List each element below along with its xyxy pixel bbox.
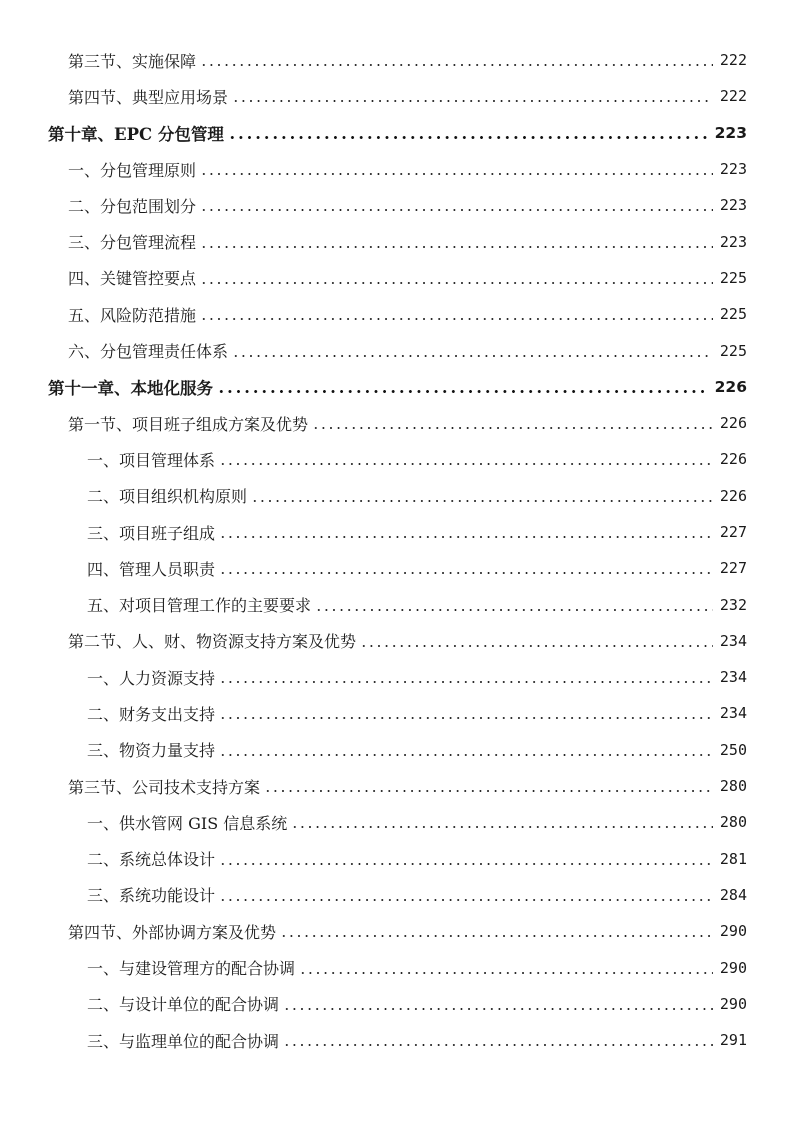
toc-entry-page-number: 223: [714, 123, 747, 142]
dot-leader: [264, 784, 713, 798]
toc-subsection-entry[interactable]: [0, 586, 793, 622]
toc-entry-page-number: 280: [719, 777, 747, 796]
toc-entry-title: 二、分包范围划分: [68, 196, 197, 216]
dot-leader: [283, 1038, 713, 1052]
dot-leader: [217, 385, 709, 399]
toc-entry-page-number: 225: [719, 268, 747, 287]
dot-leader: [299, 966, 713, 980]
toc-entry-page-number: 222: [719, 87, 747, 106]
toc-subsection-entry[interactable]: [0, 986, 793, 1022]
toc-entry-page-number: 280: [719, 813, 747, 832]
toc-entry-title: 二、项目组织机构原则: [87, 487, 248, 507]
toc-subsection-entry[interactable]: [0, 1022, 793, 1058]
toc-entry-title: 第一节、项目班子组成方案及优势: [68, 414, 309, 434]
toc-entry-title: 三、项目班子组成: [87, 523, 216, 543]
toc-entry-title: 第三节、公司技术支持方案: [68, 777, 261, 797]
dot-leader: [200, 312, 713, 326]
toc-entry-title: 四、管理人员职责: [87, 559, 216, 579]
dot-leader: [360, 639, 713, 653]
dot-leader: [232, 349, 713, 363]
dot-leader: [219, 748, 713, 762]
toc-entry-title: 一、供水管网 GIS 信息系统: [87, 813, 288, 833]
toc-section-entry[interactable]: [0, 623, 793, 659]
toc-entry-title: 三、系统功能设计: [87, 886, 216, 906]
toc-section-entry[interactable]: [0, 223, 793, 259]
toc-entry-title: 三、分包管理流程: [68, 233, 197, 253]
toc-section-entry[interactable]: [0, 187, 793, 223]
toc-section-entry[interactable]: [0, 151, 793, 187]
toc-entry-page-number: 226: [719, 486, 747, 505]
toc-subsection-entry[interactable]: [0, 441, 793, 477]
toc-entry-page-number: 250: [719, 740, 747, 759]
toc-section-entry[interactable]: [0, 296, 793, 332]
toc-entry-title: 一、人力资源支持: [87, 668, 216, 688]
toc-entry-page-number: 291: [719, 1031, 747, 1050]
toc-entry-title: 二、财务支出支持: [87, 704, 216, 724]
dot-leader: [283, 1002, 713, 1016]
toc-entry-title: 三、与监理单位的配合协调: [87, 1031, 280, 1051]
toc-subsection-entry[interactable]: [0, 804, 793, 840]
toc-entry-title: 二、与设计单位的配合协调: [87, 995, 280, 1015]
toc-subsection-entry[interactable]: [0, 841, 793, 877]
toc-entry-page-number: 284: [719, 885, 747, 904]
dot-leader: [219, 893, 713, 907]
toc-chapter-entry[interactable]: [0, 115, 793, 151]
dot-leader: [200, 203, 713, 217]
dot-leader: [251, 494, 713, 508]
toc-section-entry[interactable]: [0, 42, 793, 78]
toc-entry-page-number: 226: [714, 377, 747, 396]
toc-entry-title: 第四节、外部协调方案及优势: [68, 922, 277, 942]
toc-entry-page-number: 223: [719, 196, 747, 215]
toc-entry-title: 五、风险防范措施: [68, 305, 197, 325]
toc-entry-title: 五、对项目管理工作的主要要求: [87, 596, 312, 616]
toc-entry-page-number: 225: [719, 305, 747, 324]
toc-entry-page-number: 232: [719, 595, 747, 614]
dot-leader: [219, 711, 713, 725]
toc-subsection-entry[interactable]: [0, 550, 793, 586]
dot-leader: [219, 857, 713, 871]
toc-section-entry[interactable]: [0, 405, 793, 441]
toc-entry-page-number: 227: [719, 523, 747, 541]
toc-entry-title: 第十章、EPC 分包管理: [48, 124, 224, 144]
toc-section-entry[interactable]: [0, 768, 793, 804]
toc-chapter-entry[interactable]: [0, 369, 793, 405]
dot-leader: [228, 131, 709, 145]
toc-entry-title: 一、分包管理原则: [68, 160, 197, 180]
toc-entry-title: 三、物资力量支持: [87, 741, 216, 761]
dot-leader: [219, 457, 713, 471]
dot-leader: [219, 530, 713, 544]
dot-leader: [232, 94, 713, 108]
toc-entry-title: 四、关键管控要点: [68, 269, 197, 289]
toc-entry-title: 第十一章、本地化服务: [48, 378, 213, 398]
toc-entry-title: 二、系统总体设计: [87, 850, 216, 870]
toc-entry-page-number: 290: [719, 958, 747, 977]
toc-entry-page-number: 223: [719, 232, 747, 251]
toc-entry-page-number: 234: [719, 704, 747, 723]
toc-entry-page-number: 234: [719, 631, 747, 650]
toc-entry-page-number: 290: [719, 994, 747, 1013]
dot-leader: [291, 820, 713, 834]
toc-section-entry[interactable]: [0, 332, 793, 368]
dot-leader: [312, 421, 713, 435]
toc-entry-page-number: 281: [719, 849, 747, 868]
toc-entry-page-number: 222: [719, 51, 747, 70]
toc-entry-title: 第三节、实施保障: [68, 51, 197, 71]
toc-entry-page-number: 234: [719, 668, 747, 687]
toc-subsection-entry[interactable]: [0, 695, 793, 731]
toc-subsection-entry[interactable]: [0, 877, 793, 913]
dot-leader: [200, 240, 713, 254]
toc-subsection-entry[interactable]: [0, 949, 793, 985]
toc-entry-page-number: 225: [719, 341, 747, 360]
toc-section-entry[interactable]: [0, 78, 793, 114]
dot-leader: [315, 603, 713, 617]
toc-entry-title: 一、与建设管理方的配合协调: [87, 959, 296, 979]
dot-leader: [200, 58, 713, 72]
toc-subsection-entry[interactable]: [0, 514, 793, 550]
toc-entry-title: 第二节、人、财、物资源支持方案及优势: [68, 632, 357, 652]
toc-entry-page-number: 226: [719, 450, 747, 469]
toc-entry-title: 第四节、典型应用场景: [68, 87, 229, 107]
dot-leader: [200, 276, 713, 290]
toc-subsection-entry[interactable]: [0, 659, 793, 695]
toc-subsection-entry[interactable]: [0, 732, 793, 768]
dot-leader: [280, 929, 713, 943]
dot-leader: [219, 566, 713, 580]
toc-subsection-entry[interactable]: [0, 478, 793, 514]
toc-section-entry[interactable]: [0, 913, 793, 949]
toc-entry-page-number: 290: [719, 922, 747, 941]
dot-leader: [219, 675, 713, 689]
toc-entry-page-number: 226: [719, 414, 747, 433]
toc-entry-title: 一、项目管理体系: [87, 450, 216, 470]
dot-leader: [200, 167, 713, 181]
toc-entry-page-number: 223: [719, 160, 747, 179]
toc-entry-page-number: 227: [719, 559, 747, 578]
toc-entry-title: 六、分包管理责任体系: [68, 342, 229, 362]
table-of-contents: [0, 42, 793, 1058]
toc-section-entry[interactable]: [0, 260, 793, 296]
